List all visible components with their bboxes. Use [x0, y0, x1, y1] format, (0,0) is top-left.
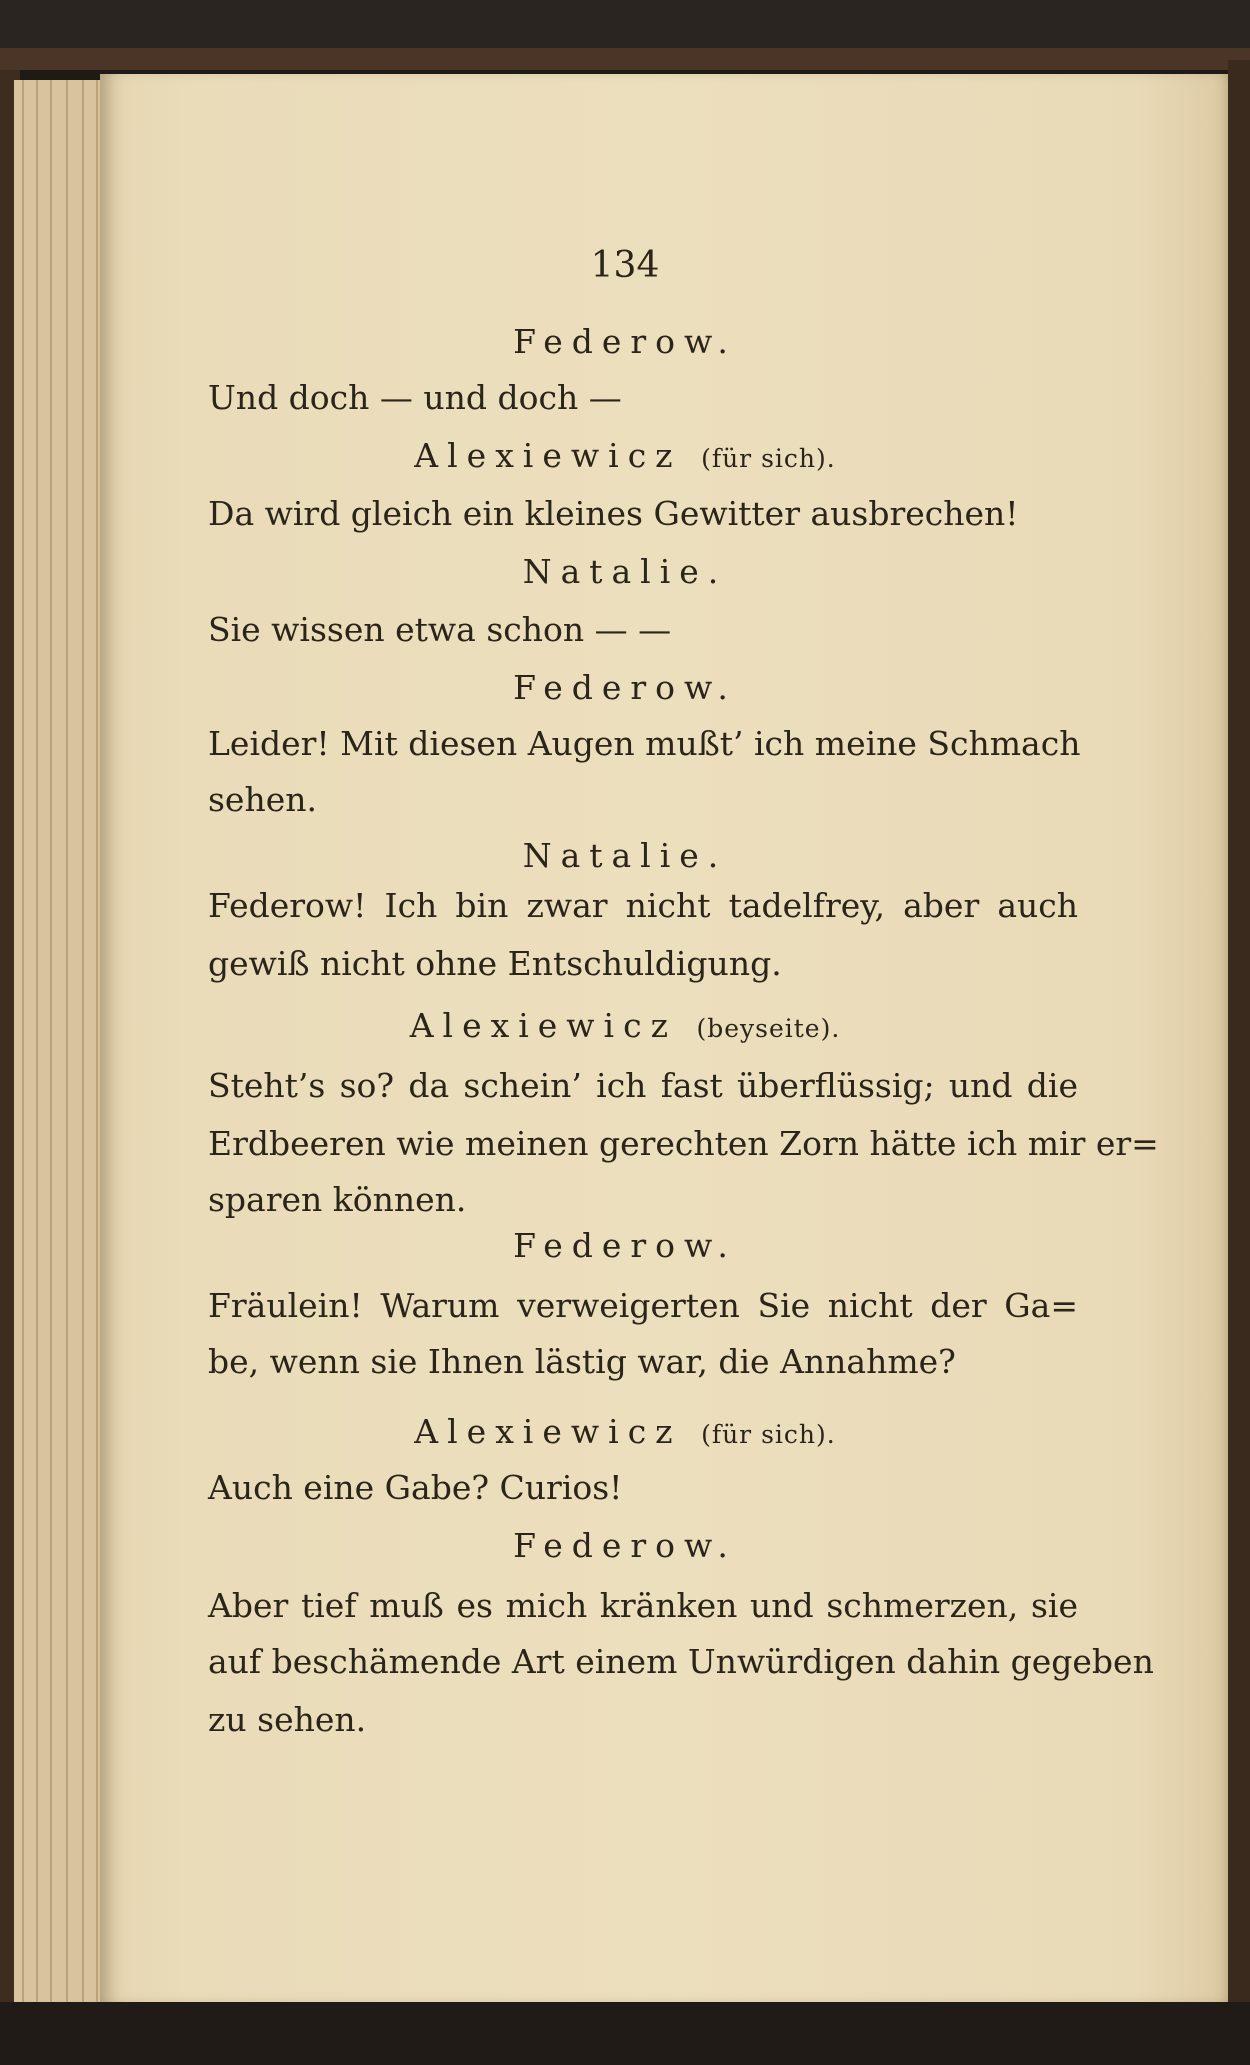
dialogue-line: Und doch — und doch — — [208, 378, 622, 417]
dialogue-line: sehen. — [208, 780, 317, 819]
speaker-name — [0, 1412, 1250, 1455]
book-cover-edge — [0, 48, 1250, 70]
speaker-label: Federow. — [513, 1226, 737, 1265]
dialogue-line: Fräulein! Warum verweigerten Sie nicht der Ga= — [208, 1286, 1078, 1325]
stage-direction: (für sich). — [701, 1420, 836, 1449]
page-number: 134 — [590, 245, 660, 286]
scan-background-bottom — [0, 2002, 1250, 2065]
dialogue-line: zu sehen. — [208, 1700, 367, 1739]
dialogue-line: auf beschämende Art einem Unwürdigen dahin gegeben — [208, 1642, 1154, 1681]
speaker-name — [0, 436, 1250, 479]
speaker-name — [0, 322, 1250, 362]
speaker-name — [0, 836, 1250, 876]
dialogue-line: gewiß nicht ohne Entschuldigung. — [208, 944, 782, 983]
dialogue-line: be, wenn sie Ihnen lästig war, die Annahme? — [208, 1342, 956, 1381]
speaker-label: Alexiewicz — [414, 436, 682, 475]
speaker-label: Alexiewicz — [414, 1412, 682, 1451]
dialogue-line: Leider! Mit diesen Augen mußt’ ich meine Schmach — [208, 724, 1081, 763]
dialogue-line: Erdbeeren wie meinen gerechten Zorn hätte ich mir er= — [208, 1124, 1159, 1163]
dialogue-line: Federow! Ich bin zwar nicht tadelfrey, aber auch — [208, 886, 1078, 925]
speaker-name — [0, 1526, 1250, 1566]
speaker-name — [0, 1006, 1250, 1049]
dialogue-line: Steht’s so? da schein’ ich fast überflüssig; und die — [208, 1066, 1078, 1105]
speaker-name — [0, 668, 1250, 708]
speaker-label: Federow. — [513, 322, 737, 361]
speaker-name — [0, 1226, 1250, 1266]
dialogue-line: Da wird gleich ein kleines Gewitter ausbrechen! — [208, 494, 1019, 533]
speaker-name — [0, 552, 1250, 592]
dialogue-line: Aber tief muß es mich kränken und schmerzen, sie — [208, 1586, 1078, 1625]
speaker-label: Federow. — [513, 1526, 737, 1565]
speaker-label: Natalie. — [522, 836, 728, 875]
stage-direction: (beyseite). — [696, 1014, 841, 1043]
dialogue-line: Sie wissen etwa schon — — — [208, 610, 672, 649]
dialogue-line: sparen können. — [208, 1180, 467, 1219]
stage-direction: (für sich). — [701, 444, 836, 473]
dialogue-line: Auch eine Gabe? Curios! — [208, 1468, 623, 1507]
speaker-label: Federow. — [513, 668, 737, 707]
speaker-label: Alexiewicz — [409, 1006, 677, 1045]
speaker-label: Natalie. — [522, 552, 728, 591]
